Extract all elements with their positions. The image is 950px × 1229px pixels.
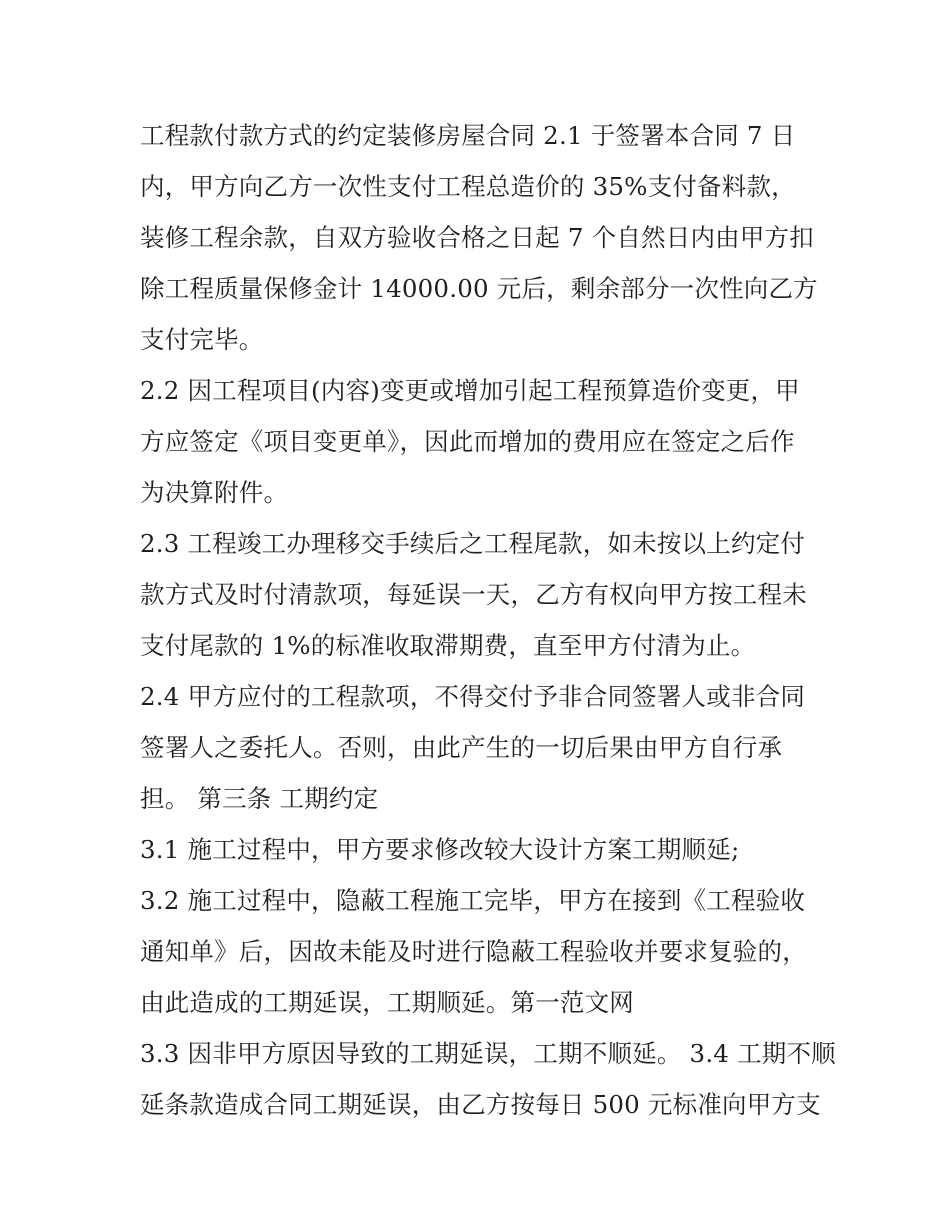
text-line: 3.3 因非甲方原因导致的工期延误，工期不顺延。 3.4 工期不顺 <box>140 1039 836 1068</box>
document-body <box>140 110 836 1130</box>
text-line: 担。 第三条 工期约定 <box>140 784 379 813</box>
text-line: 除工程质量保修金计 14000.00 元后，剩余部分一次性向乙方 <box>140 274 818 303</box>
text-line: 2.2 因工程项目(内容)变更或增加引起工程预算造价变更，甲 <box>140 376 800 405</box>
text-line: 装修工程余款，自双方验收合格之日起 7 个自然日内由甲方扣 <box>140 223 814 252</box>
text-line: 支付尾款的 1%的标准收取滞期费，直至甲方付清为止。 <box>140 631 756 660</box>
text-line: 3.1 施工过程中，甲方要求修改较大设计方案工期顺延; <box>140 835 740 864</box>
text-line: 内，甲方向乙方一次性支付工程总造价的 35%支付备料款， <box>140 172 796 201</box>
text-line: 支付完毕。 <box>140 325 264 354</box>
text-line: 方应签定《项目变更单》，因此而增加的费用应在签定之后作 <box>140 427 795 456</box>
text-line: 延条款造成合同工期延误，由乙方按每日 500 元标准向甲方支 <box>140 1090 821 1119</box>
text-line: 由此造成的工期延误，工期顺延。第一范文网 <box>140 988 634 1017</box>
text-line: 工程款付款方式的约定装修房屋合同 2.1 于签署本合同 7 日 <box>140 121 796 150</box>
text-line: 2.4 甲方应付的工程款项，不得交付予非合同签署人或非合同 <box>140 682 806 711</box>
text-line: 通知单》后，因故未能及时进行隐蔽工程验收并要求复验的， <box>140 937 807 966</box>
text-line: 款方式及时付清款项，每延误一天，乙方有权向甲方按工程未 <box>140 580 807 609</box>
text-line: 3.2 施工过程中，隐蔽工程施工完毕，甲方在接到《工程验收 <box>140 886 806 915</box>
text-line: 为决算附件。 <box>140 478 289 507</box>
text-line: 2.3 工程竣工办理移交手续后之工程尾款，如未按以上约定付 <box>140 529 806 558</box>
text-line: 签署人之委托人。否则，由此产生的一切后果由甲方自行承 <box>140 733 783 762</box>
